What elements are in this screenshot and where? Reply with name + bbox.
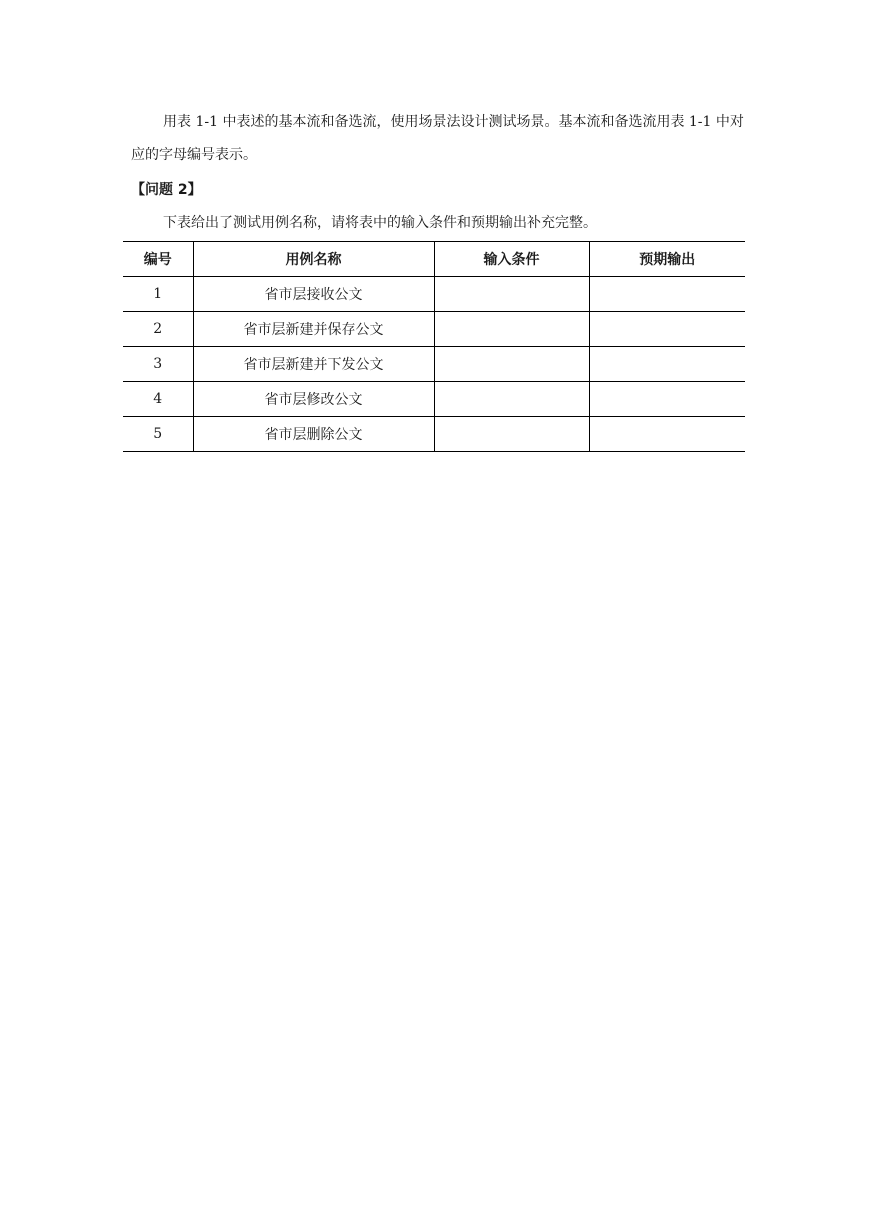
- cell-input-condition[interactable]: [434, 312, 589, 347]
- cell-id: 2: [123, 312, 193, 347]
- table-header-row: [123, 242, 745, 277]
- cell-case-name: 省市层新建并下发公文: [193, 347, 434, 382]
- cell-expected-output[interactable]: [589, 382, 745, 417]
- table-row: [123, 382, 745, 417]
- cell-case-name: 省市层删除公文: [193, 417, 434, 452]
- cell-expected-output[interactable]: [589, 277, 745, 312]
- cell-input-condition[interactable]: [434, 417, 589, 452]
- table-row: [123, 277, 745, 312]
- cell-id: 3: [123, 347, 193, 382]
- cell-case-name: 省市层修改公文: [193, 382, 434, 417]
- table-row: [123, 417, 745, 452]
- test-case-table: [123, 241, 745, 452]
- cell-input-condition[interactable]: [434, 277, 589, 312]
- header-id: 编号: [123, 242, 193, 277]
- intro-paragraph: 用表 1-1 中表述的基本流和备选流，使用场景法设计测试场景。基本流和备选流用表 1-1 中对应的字母编号表示。: [131, 114, 744, 163]
- table-row: [123, 347, 745, 382]
- cell-id: 4: [123, 382, 193, 417]
- header-expected-output: 预期输出: [589, 242, 745, 277]
- table-row: [123, 312, 745, 347]
- cell-expected-output[interactable]: [589, 312, 745, 347]
- question-heading: 【问题 2】: [131, 182, 202, 198]
- cell-case-name: 省市层新建并保存公文: [193, 312, 434, 347]
- cell-id: 1: [123, 277, 193, 312]
- cell-input-condition[interactable]: [434, 347, 589, 382]
- header-case-name: 用例名称: [193, 242, 434, 277]
- cell-case-name: 省市层接收公文: [193, 277, 434, 312]
- cell-input-condition[interactable]: [434, 382, 589, 417]
- cell-expected-output[interactable]: [589, 417, 745, 452]
- cell-id: 5: [123, 417, 193, 452]
- instruction-paragraph: 下表给出了测试用例名称，请将表中的输入条件和预期输出补充完整。: [163, 215, 597, 231]
- header-input-condition: 输入条件: [434, 242, 589, 277]
- cell-expected-output[interactable]: [589, 347, 745, 382]
